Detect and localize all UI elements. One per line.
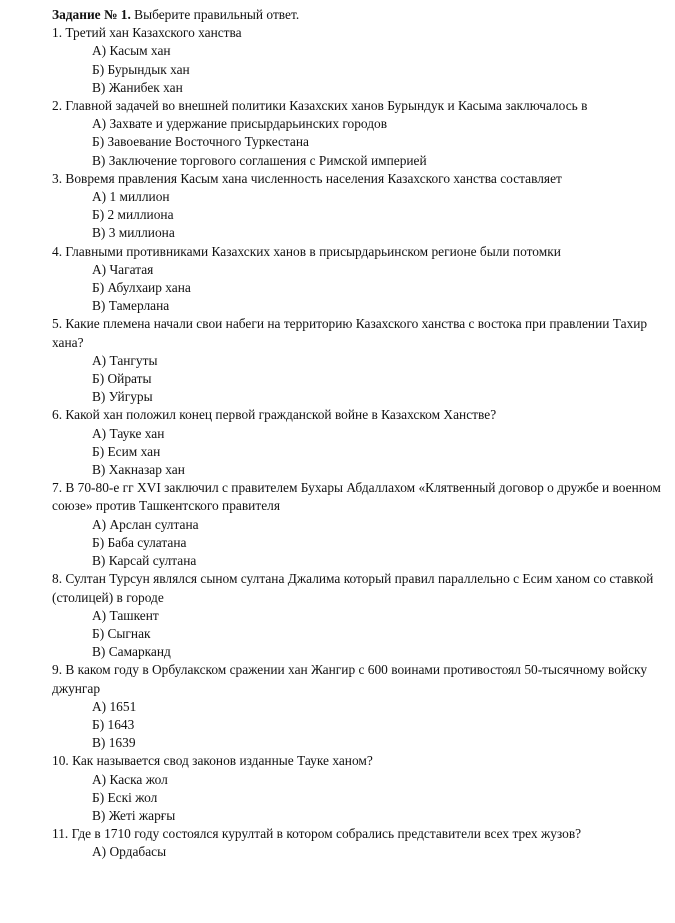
question-block (52, 661, 665, 752)
answer-option: Б) Бурындык хан (92, 61, 190, 77)
answer-option: В) Жанибек хан (92, 79, 183, 95)
question-block (52, 752, 665, 825)
answer-option: Б) Баба сулатана (92, 534, 187, 550)
answer-option: В) Хакназар хан (92, 462, 185, 478)
answer-option: А) Ордабасы (92, 844, 167, 860)
answer-option: А) Чагатая (92, 261, 154, 277)
question-block (52, 315, 665, 406)
answer-options (52, 607, 665, 662)
task-header-text: Выберите правильный ответ. (130, 7, 300, 22)
answer-option: А) Тауке хан (92, 425, 165, 441)
task-header (52, 6, 665, 24)
answer-option: В) Тамерлана (92, 298, 170, 314)
answer-option: А) Захвате и удержание присырдарьинских городов (92, 116, 388, 132)
question-text: 5. Какие племена начали свои набеги на территорию Казахского ханства с востока при правлении Тахир хана? (52, 316, 648, 350)
answer-option: В) 3 миллиона (92, 225, 175, 241)
question-block (52, 24, 665, 97)
answer-options (52, 261, 665, 316)
answer-option: А) 1 миллион (92, 189, 170, 205)
answer-option: А) Арслан султана (92, 516, 199, 532)
answer-options (52, 425, 665, 480)
answer-option: А) 1651 (92, 698, 137, 714)
answer-options (52, 843, 665, 861)
answer-options (52, 42, 665, 97)
answer-option: В) Самарканд (92, 644, 171, 660)
answer-option: В) Уйгуры (92, 389, 153, 405)
answer-option: Б) Абулхаир хана (92, 280, 191, 296)
question-text: 8. Султан Турсун являлся сыном султана Джалима который правил параллельно с Есим ханом со ставкой (столицей) в городе (52, 571, 654, 605)
answer-option: Б) 2 миллиона (92, 207, 174, 223)
answer-option: Б) Ескі жол (92, 789, 158, 805)
answer-option: В) Карсай султана (92, 553, 197, 569)
answer-option: А) Касым хан (92, 43, 171, 59)
question-block (52, 825, 665, 861)
answer-option: Б) Сыгнак (92, 625, 151, 641)
question-block (52, 406, 665, 479)
answer-options (52, 352, 665, 407)
question-text: 7. В 70-80-е гг XVI заключил с правителем Бухары Абдаллахом «Клятвенный договор о дружбе и военном союзе» против Ташкентского правителя (52, 480, 661, 514)
question-block (52, 97, 665, 170)
answer-option: А) Ташкент (92, 607, 159, 623)
answer-option: А) Каска жол (92, 771, 168, 787)
questions-list (52, 24, 665, 861)
answer-option: Б) 1643 (92, 716, 135, 732)
answer-option: В) 1639 (92, 735, 136, 751)
answer-options (52, 516, 665, 571)
question-text: 11. Где в 1710 году состоялся курултай в котором собрались представители всех трех жузов? (52, 826, 582, 842)
task-header-bold: Задание № 1. (52, 7, 131, 22)
question-text: 2. Главной задачей во внешней политики Казахских ханов Бурындук и Касыма заключалось в (52, 98, 588, 114)
question-text: 9. В каком году в Орбулакском сражении хан Жангир с 600 воинами противостоял 50-тысячному войску джунгар (52, 662, 648, 696)
answer-option: В) Заключение торгового соглашения с Римской империей (92, 152, 427, 168)
question-block (52, 479, 665, 570)
question-text: 3. Вовремя правления Касым хана численность населения Казахского ханства составляет (52, 170, 562, 186)
answer-option: Б) Завоевание Восточного Туркестана (92, 134, 309, 150)
question-text: 10. Как называется свод законов изданные Тауке ханом? (52, 753, 373, 769)
question-text: 4. Главными противниками Казахских ханов в присырдарьинском регионе были потомки (52, 243, 561, 259)
answer-options (52, 698, 665, 753)
answer-options (52, 115, 665, 170)
answer-options (52, 771, 665, 826)
question-block (52, 170, 665, 243)
answer-option: А) Тангуты (92, 352, 158, 368)
answer-option: Б) Есим хан (92, 443, 161, 459)
answer-option: Б) Ойраты (92, 371, 152, 387)
question-block (52, 243, 665, 316)
answer-options (52, 188, 665, 243)
question-text: 6. Какой хан положил конец первой гражданской войне в Казахском Ханстве? (52, 407, 497, 423)
question-block (52, 570, 665, 661)
answer-option: В) Жеті жарғы (92, 807, 176, 823)
question-text: 1. Третий хан Казахского ханства (52, 25, 242, 41)
